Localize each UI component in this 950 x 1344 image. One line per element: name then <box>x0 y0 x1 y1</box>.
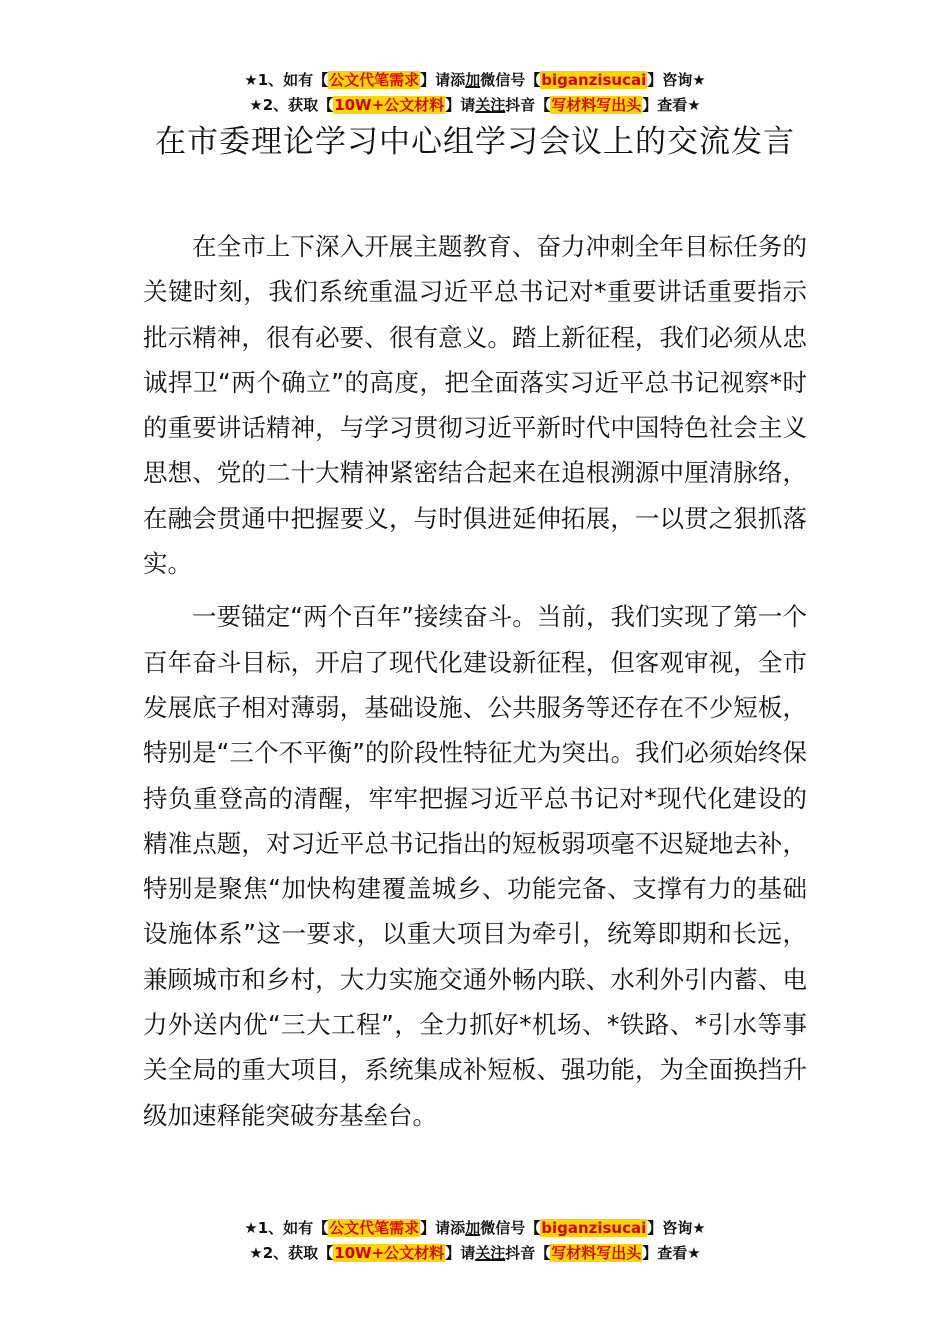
banner-text: ★2、获取【 <box>249 1244 334 1262</box>
paragraph-2: 一要锚定“两个百年”接续奋斗。当前，我们实现了第一个百年奋斗目标，开启了现代化建设新征程，但客观审视，全市发展底子相对薄弱，基础设施、公共服务等还存在不少短板，特别是“三个不平衡”的阶段性特征尤为突出。我们必须始终保持负重登高的清醒，牢牢把握习近平总书记对*现代化建设的精准点题，对习近平总书记指出的短板弱项毫不迟疑地去补，特别是聚焦“加快构建覆盖城乡、功能完备、支撑有力的基础设施体系”这一要求，以重大项目为牵引，统筹即期和长远，兼顾城市和乡村，大力实施交通外畅内联、水利外引内蓄、电力外送内优“三大工程”，全力抓好*机场、*铁路、*引水等事关全局的重大项目，系统集成补短板、强功能，为全面换挡升级加速释能突破夯基垒台。 <box>143 602 807 1130</box>
header-banner <box>0 68 950 118</box>
banner-text: 】请 <box>445 96 476 114</box>
banner-text: ★2、获取【 <box>249 96 334 114</box>
document-body <box>143 224 807 1140</box>
banner-underline: 关注 <box>475 1244 506 1262</box>
banner-highlight: 10W+公文材料 <box>334 1244 445 1262</box>
banner-text: ★1、如有【 <box>244 1219 329 1237</box>
banner-text: 微信号【 <box>480 71 541 89</box>
banner-line-2 <box>0 1241 950 1266</box>
banner-highlight: 写材料写出头 <box>551 1244 642 1262</box>
banner-text: 】查看★ <box>642 96 701 114</box>
banner-line-1 <box>0 1216 950 1241</box>
banner-highlight: 公文代笔需求 <box>329 71 420 89</box>
banner-text: 】请 <box>445 1244 476 1262</box>
banner-text: 】咨询★ <box>647 1219 706 1237</box>
banner-highlight: biganzisucai <box>541 1219 647 1237</box>
banner-text: 抖音【 <box>505 96 551 114</box>
banner-highlight: biganzisucai <box>541 71 647 89</box>
banner-line-1 <box>0 68 950 93</box>
banner-highlight: 公文代笔需求 <box>329 1219 420 1237</box>
footer-banner <box>0 1216 950 1266</box>
paragraph-1: 在全市上下深入开展主题教育、奋力冲刺全年目标任务的关键时刻，我们系统重温习近平总书记对*重要讲话重要指示批示精神，很有必要、很有意义。踏上新征程，我们必须从忠诚捍卫“两个确立”的高度，把全面落实习近平总书记视察*时的重要讲话精神，与学习贯彻习近平新时代中国特色社会主义思想、党的二十大精神紧密结合起来在追根溯源中厘清脉络，在融会贯通中把握要义，与时俱进延伸拓展，一以贯之狠抓落实。 <box>143 232 807 579</box>
banner-line-2 <box>0 93 950 118</box>
banner-highlight: 10W+公文材料 <box>334 96 445 114</box>
banner-text: ★1、如有【 <box>244 71 329 89</box>
banner-highlight: 写材料写出头 <box>551 96 642 114</box>
banner-underline: 加 <box>465 1219 481 1237</box>
document-title: 在市委理论学习中心组学习会议上的交流发言 <box>155 124 795 160</box>
banner-underline: 加 <box>465 71 481 89</box>
banner-text: 】请添 <box>420 1219 466 1237</box>
banner-text: 】咨询★ <box>647 71 706 89</box>
banner-text: 抖音【 <box>505 1244 551 1262</box>
banner-text: 微信号【 <box>480 1219 541 1237</box>
banner-text: 】查看★ <box>642 1244 701 1262</box>
banner-text: 】请添 <box>420 71 466 89</box>
banner-underline: 关注 <box>475 96 506 114</box>
